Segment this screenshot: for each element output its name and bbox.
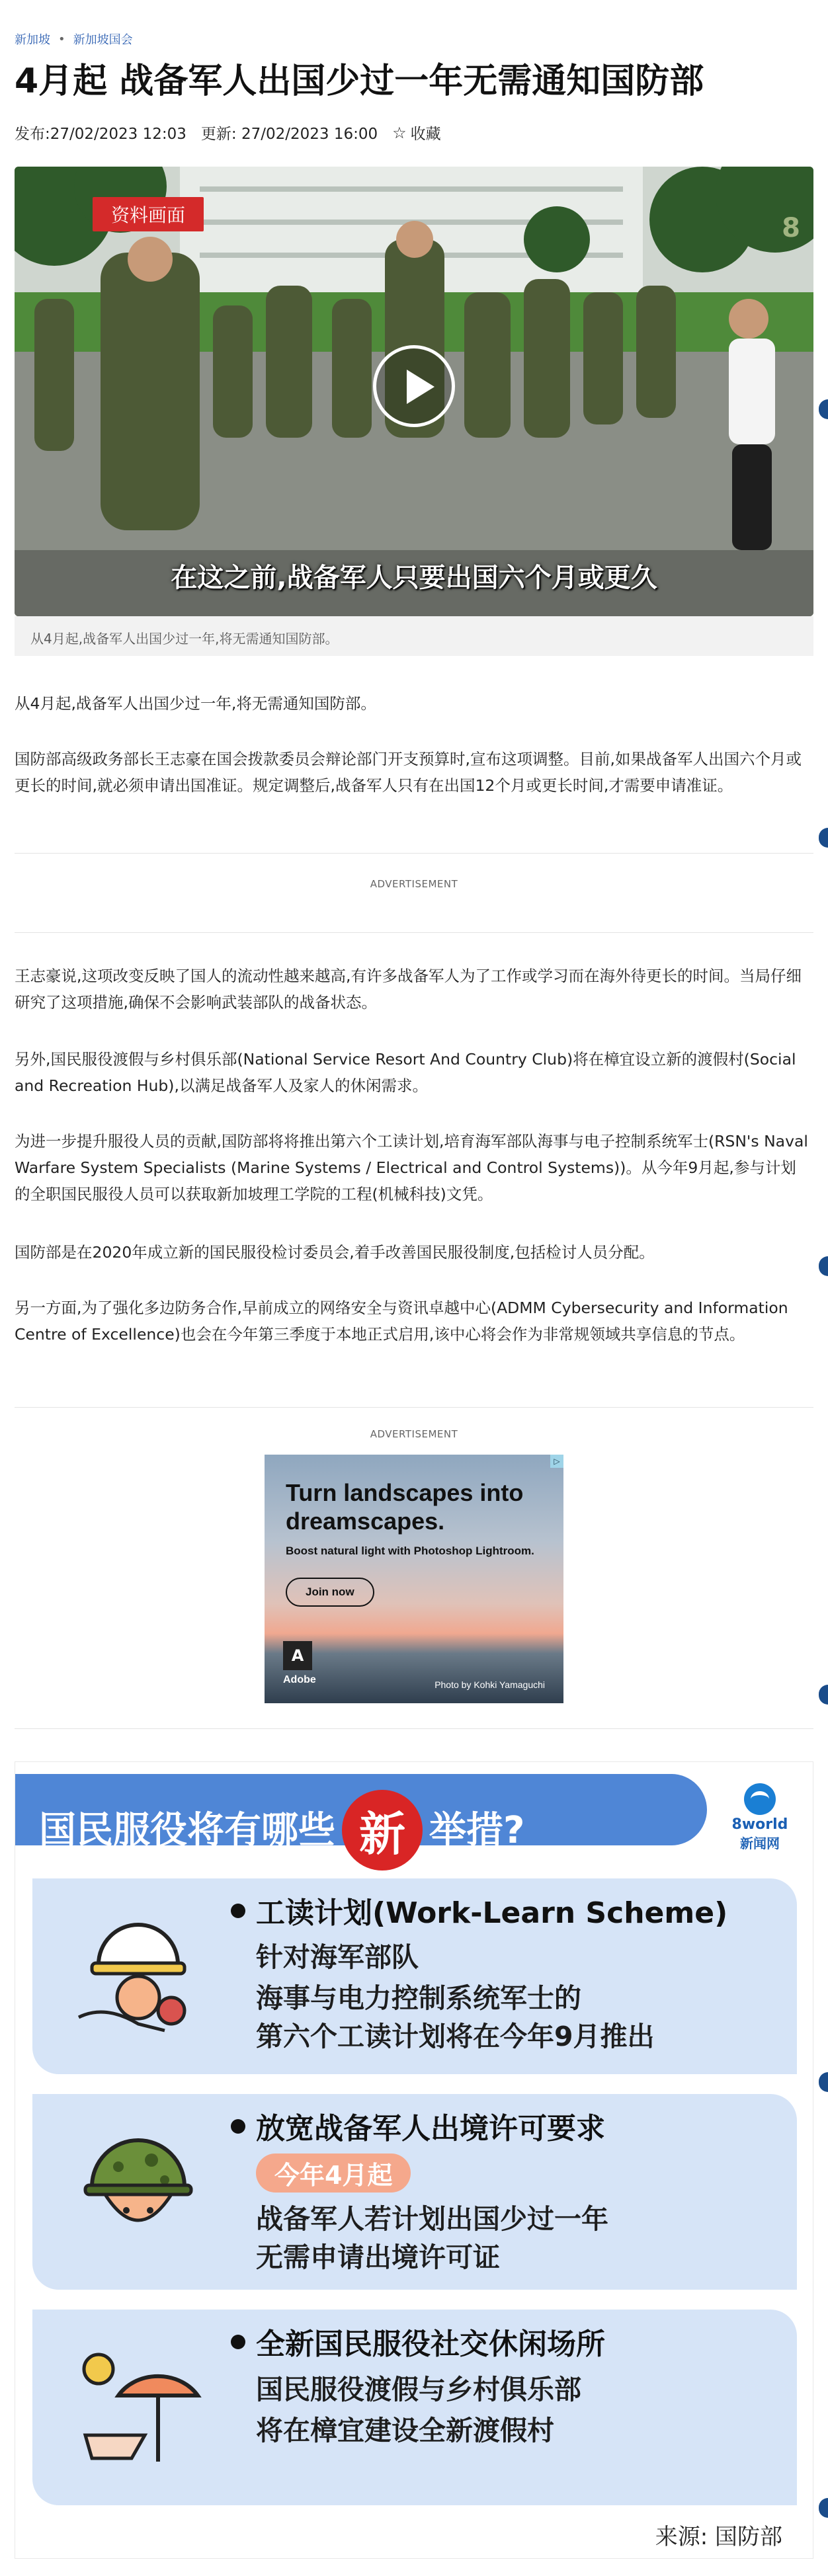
infographic-title	[39, 1787, 524, 1868]
soldier-helmet-icon	[72, 2120, 204, 2253]
item-heading: 工读计划(Work-Learn Scheme)	[256, 1896, 728, 1930]
article-paragraph: 另一方面,为了强化多边防务合作,早前成立的网络安全与资讯卓越中心(ADMM Cybersecurity and Information Centre of Excellence)也会在今年第三季度于本地正式启用,该中心将会作为非常规领域共享信息的节点。	[15, 1299, 788, 1344]
breadcrumb-singapore[interactable]: 新加坡	[15, 33, 50, 47]
divider	[15, 932, 813, 933]
infographic-item-exit-permit	[32, 2094, 797, 2290]
page-title: 4月起 战备军人出国少过一年无需通知国防部	[15, 61, 704, 101]
date-badge: 今年4月起	[256, 2153, 411, 2193]
divider	[15, 853, 813, 854]
logo-line2: 新闻网	[740, 1835, 780, 1851]
article-paragraph: 国防部高级政务部长王志豪在国会拨款委员会辩论部门开支预算时,宣布这项调整。目前,如果战备军人出国六个月或更长的时间,就必须申请出国准证。规定调整后,战备军人只有在出国12个月或更长时间,才需要申请准证。	[15, 750, 802, 795]
divider	[15, 1728, 813, 1729]
item-line: 第六个工读计划将在今年9月推出	[256, 2021, 655, 2052]
ad-brand: Adobe	[283, 1674, 316, 1685]
ad-label: ADVERTISEMENT	[370, 878, 458, 890]
edge-tab-icon	[819, 828, 828, 848]
favorite-button[interactable]	[392, 122, 441, 143]
ad-headline: Turn landscapes into dreamscapes.	[286, 1479, 524, 1535]
breadcrumb-separator: •	[58, 32, 65, 46]
article-paragraph: 从4月起,战备军人出国少过一年,将无需通知国防部。	[15, 694, 376, 713]
bullet-icon	[231, 2335, 245, 2349]
article-paragraph: 为进一步提升服役人员的贡献,国防部将将推出第六个工读计划,培育海军部队海事与电子控制系统军士(RSN's Naval Warfare System Specialists (Marine Systems / Electrical and Control Systems))。从今年9月起,参与计划的全职国民服役人员可以获取新加坡理工学院的工程(机械科技)文凭。	[15, 1132, 808, 1203]
bullet-icon	[231, 2119, 245, 2134]
published-time: 发布:27/02/2023 12:03	[15, 126, 186, 143]
video-caption: 从4月起,战备军人出国少过一年,将无需通知国防部。	[15, 616, 813, 656]
item-line: 无需申请出境许可证	[256, 2241, 500, 2273]
item-line: 将在樟宜建设全新渡假村	[256, 2415, 554, 2446]
edge-tab-icon	[819, 1685, 828, 1705]
infographic-title-after: 举措?	[429, 1809, 525, 1852]
infographic-source: 来源: 国防部	[655, 2524, 782, 2550]
infographic-item-recreation-hub	[32, 2310, 797, 2505]
video-subtitle: 在这之前,战备军人只要出国六个月或更久	[171, 563, 657, 593]
favorite-label: 收藏	[410, 126, 441, 143]
8world-logo-icon	[744, 1783, 776, 1815]
play-button[interactable]	[373, 345, 455, 427]
item-line: 战备军人若计划出国少过一年	[256, 2203, 608, 2235]
video-badge: 资料画面	[93, 197, 204, 231]
edge-tab-icon	[819, 1256, 828, 1276]
infographic	[15, 1761, 813, 2559]
article-paragraph: 国防部是在2020年成立新的国民服役检讨委员会,着手改善国民服役制度,包括检讨人员分配。	[15, 1243, 655, 1262]
worker-helmet-icon	[72, 1905, 204, 2037]
infographic-title-before: 国民服役将有哪些	[39, 1809, 335, 1852]
video-player[interactable]	[15, 167, 813, 616]
article-paragraph: 另外,国民服役渡假与乡村俱乐部(National Service Resort And Country Club)将在樟宜设立新的渡假村(Social and Recreation Hub),以满足战备军人及家人的休闲需求。	[15, 1050, 796, 1095]
beach-umbrella-icon	[72, 2336, 204, 2468]
adobe-logo-icon: A	[283, 1641, 312, 1670]
adchoices-icon[interactable]: ▷	[550, 1455, 563, 1468]
edge-tab-icon	[819, 2072, 828, 2092]
star-icon: ☆	[392, 123, 407, 142]
article-paragraph: 王志豪说,这项改变反映了国人的流动性越来越高,有许多战备军人为了工作或学习而在海外待更长的时间。当局仔细研究了这项措施,确保不会影响武装部队的战备状态。	[15, 967, 802, 1012]
article-meta	[15, 122, 441, 143]
ad-subline: Boost natural light with Photoshop Lightroom.	[286, 1545, 534, 1557]
item-heading: 全新国民服役社交休闲场所	[256, 2327, 605, 2361]
8world-logo	[727, 1783, 793, 1852]
edge-tab-icon	[819, 399, 828, 419]
bullet-icon	[231, 1904, 245, 1918]
item-line: 国民服役渡假与乡村俱乐部	[256, 2374, 581, 2405]
ad-label: ADVERTISEMENT	[370, 1428, 458, 1440]
ad-photo-credit: Photo by Kohki Yamaguchi	[435, 1679, 545, 1690]
infographic-title-highlight: 新	[342, 1790, 423, 1871]
item-line: 针对海军部队	[256, 1941, 419, 1973]
breadcrumb	[15, 30, 133, 48]
advertisement-banner[interactable]	[265, 1455, 563, 1703]
breadcrumb-parliament[interactable]: 新加坡国会	[73, 33, 133, 47]
updated-time: 更新: 27/02/2023 16:00	[200, 126, 378, 143]
infographic-item-work-learn	[32, 1878, 797, 2074]
item-line: 海事与电力控制系统军士的	[256, 1982, 581, 2014]
divider	[15, 1407, 813, 1408]
logo-line1: 8world	[731, 1816, 788, 1833]
item-heading: 放宽战备军人出境许可要求	[256, 2112, 605, 2146]
edge-tab-icon	[819, 2498, 828, 2518]
watermark-logo: 8	[782, 213, 800, 243]
ad-join-button[interactable]: Join now	[286, 1578, 374, 1607]
